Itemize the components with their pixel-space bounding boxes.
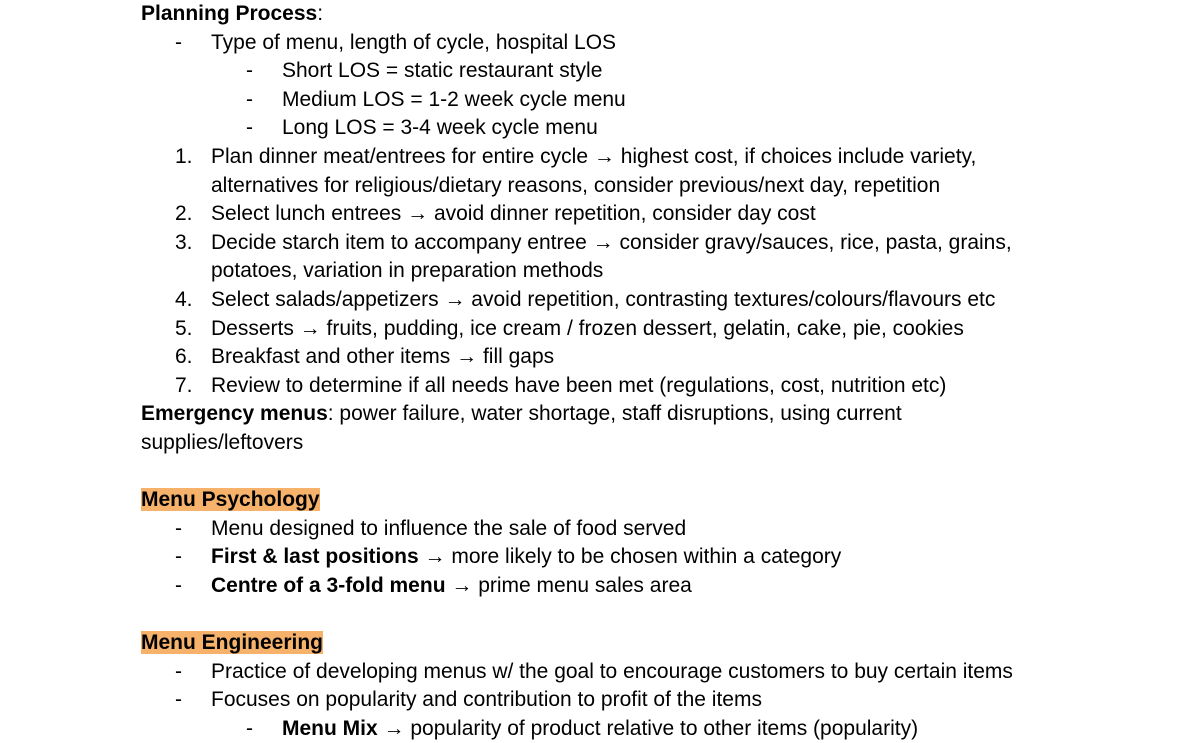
bullet-text: Focuses on popularity and contribution to profit of the items [211, 688, 762, 712]
step-number: 6. [175, 345, 193, 369]
list-item [141, 114, 1181, 143]
list-item [141, 86, 1181, 115]
planning-heading-line [141, 0, 1181, 29]
list-item [141, 57, 1181, 86]
bullet-text: → prime menu sales area [445, 573, 692, 597]
bullet-dash: - [246, 87, 253, 111]
sub-bullet-text: Medium LOS = 1-2 week cycle menu [282, 87, 626, 111]
list-item [141, 686, 1181, 715]
step-line: Select lunch entrees → avoid dinner repetition, consider day cost [211, 202, 816, 226]
step-number: 1. [175, 144, 193, 168]
list-item [141, 29, 1181, 58]
bullet-dash: - [175, 545, 182, 569]
bullet-dash: - [246, 716, 253, 740]
sub-bullet-text: Long LOS = 3-4 week cycle menu [282, 116, 598, 140]
bullet-dash: - [175, 30, 182, 54]
bullet-dash: - [175, 573, 182, 597]
bullet-dash: - [175, 688, 182, 712]
numbered-step [141, 286, 1181, 315]
step-number: 2. [175, 202, 193, 226]
emergency-text: : power failure, water shortage, staff disruptions, using current [327, 402, 902, 426]
bullet-dash: - [246, 59, 253, 83]
step-line: Desserts → fruits, pudding, ice cream / frozen dessert, gelatin, cake, pie, cookies [211, 316, 964, 340]
bullet-text: Menu designed to influence the sale of food served [211, 516, 687, 540]
list-item [141, 658, 1181, 687]
psychology-heading-line [141, 486, 1181, 515]
psychology-heading: Menu Psychology [141, 488, 320, 512]
emergency-paragraph-continued: supplies/leftovers [141, 430, 304, 454]
step-number: 5. [175, 316, 193, 340]
list-item [141, 515, 1181, 544]
bullet-dash: - [175, 516, 182, 540]
bullet-text: Type of menu, length of cycle, hospital LOS [211, 30, 617, 54]
planning-heading: Planning Process [141, 2, 318, 25]
bullet-text: → popularity of product relative to other items (popularity) [377, 716, 919, 740]
step-line: Decide starch item to accompany entree → consider gravy/sauces, rice, pasta, grains, [211, 230, 1012, 254]
bullet-dash: - [175, 659, 182, 683]
step-line: Select salads/appetizers → avoid repetition, contrasting textures/colours/flavours etc [211, 287, 996, 311]
numbered-step [141, 229, 1181, 286]
step-line: alternatives for religious/dietary reasons, consider previous/next day, repetition [211, 173, 941, 197]
numbered-step [141, 343, 1181, 372]
step-line: Review to determine if all needs have been met (regulations, cost, nutrition etc) [211, 373, 947, 397]
sub-bullet-text: Short LOS = static restaurant style [282, 59, 603, 83]
numbered-step [141, 143, 1181, 200]
numbered-step [141, 372, 1181, 401]
engineering-heading: Menu Engineering [141, 631, 324, 655]
numbered-step [141, 200, 1181, 229]
list-item [141, 572, 1181, 601]
blank-line [141, 458, 1181, 487]
step-line: Plan dinner meat/entrees for entire cycle → highest cost, if choices include variety, [211, 144, 977, 168]
bullet-text: → more likely to be chosen within a category [418, 545, 842, 569]
bullet-bold-text: First & last positions [211, 545, 419, 569]
bullet-bold-text: Menu Mix [282, 716, 378, 740]
document-body [141, 0, 1181, 743]
planning-heading-colon: : [317, 2, 324, 25]
step-number: 7. [175, 373, 193, 397]
blank-line [141, 600, 1181, 629]
bullet-bold-text: Centre of a 3-fold menu [211, 573, 446, 597]
step-line: potatoes, variation in preparation methods [211, 259, 604, 283]
bullet-dash: - [246, 116, 253, 140]
engineering-heading-line [141, 629, 1181, 658]
step-number: 3. [175, 230, 193, 254]
step-line: Breakfast and other items → fill gaps [211, 345, 555, 369]
emergency-paragraph [141, 400, 1181, 429]
list-item [141, 543, 1181, 572]
bullet-text: Practice of developing menus w/ the goal to encourage customers to buy certain items [211, 659, 1013, 683]
emergency-label: Emergency menus [141, 402, 328, 426]
numbered-step [141, 315, 1181, 344]
step-number: 4. [175, 287, 193, 311]
